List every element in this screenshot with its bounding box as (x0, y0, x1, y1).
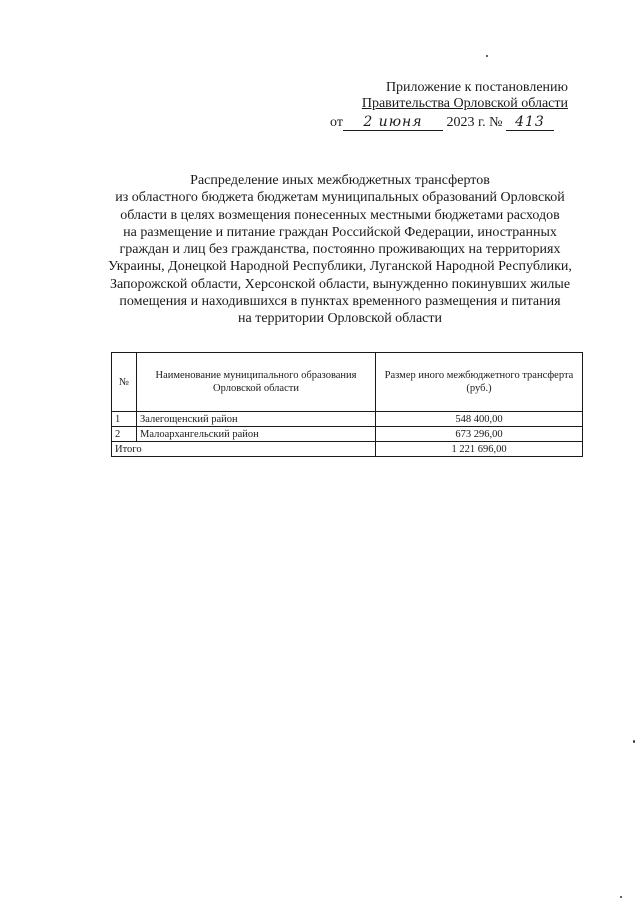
approval-number-handwritten: 413 (506, 114, 554, 131)
title-line: Распределение иных межбюджетных трансфертов (190, 173, 490, 188)
document-title (90, 172, 590, 328)
title-line: Запорожской области, Херсонской области, вынужденно покинувших жилые (109, 276, 571, 292)
header-amount: Размер иного межбюджетного трансферта (руб.) (376, 353, 583, 412)
header-name: Наименование муниципального образования Орловской области (137, 353, 376, 412)
approval-prefix: от (330, 115, 343, 130)
table-row (112, 427, 583, 442)
approval-year: 2023 г. № (446, 115, 503, 130)
table-total-row (112, 442, 583, 457)
approval-line-1: Приложение к постановлению (385, 80, 568, 95)
row-name: Залегощенский район (137, 412, 376, 427)
title-line: из областного бюджета бюджетам муниципальных образований Орловской (115, 190, 565, 206)
approval-date-handwritten: 2 июня (343, 114, 443, 131)
scan-speck (620, 896, 622, 898)
scan-speck (633, 740, 635, 743)
row-name: Малоархангельский район (137, 427, 376, 442)
total-amount: 1 221 696,00 (376, 442, 583, 457)
title-line: граждан и лиц без гражданства, постоянно проживающих на территориях (119, 242, 561, 258)
row-num: 2 (112, 427, 137, 442)
row-amount: 548 400,00 (376, 412, 583, 427)
header-num: № (112, 353, 137, 412)
title-line: области в целях возмещения понесенных местными бюджетами расходов (120, 207, 560, 223)
title-line: на размещение и питание граждан Российской Федерации, иностранных (123, 224, 557, 240)
table-row (112, 412, 583, 427)
approval-date-line (330, 114, 580, 131)
total-label: Итого (112, 442, 376, 457)
approval-block (330, 80, 580, 131)
title-line: помещения и находившихся в пунктах временного размещения и питания (119, 294, 561, 310)
title-line: на территории Орловской области (238, 311, 442, 327)
distribution-table (111, 352, 583, 457)
scan-speck (486, 55, 488, 57)
approval-line-2: Правительства Орловской области (361, 96, 568, 111)
row-amount: 673 296,00 (376, 427, 583, 442)
table-header-row (112, 353, 583, 412)
title-line: Украины, Донецкой Народной Республики, Луганской Народной Республики, (108, 259, 572, 275)
row-num: 1 (112, 412, 137, 427)
